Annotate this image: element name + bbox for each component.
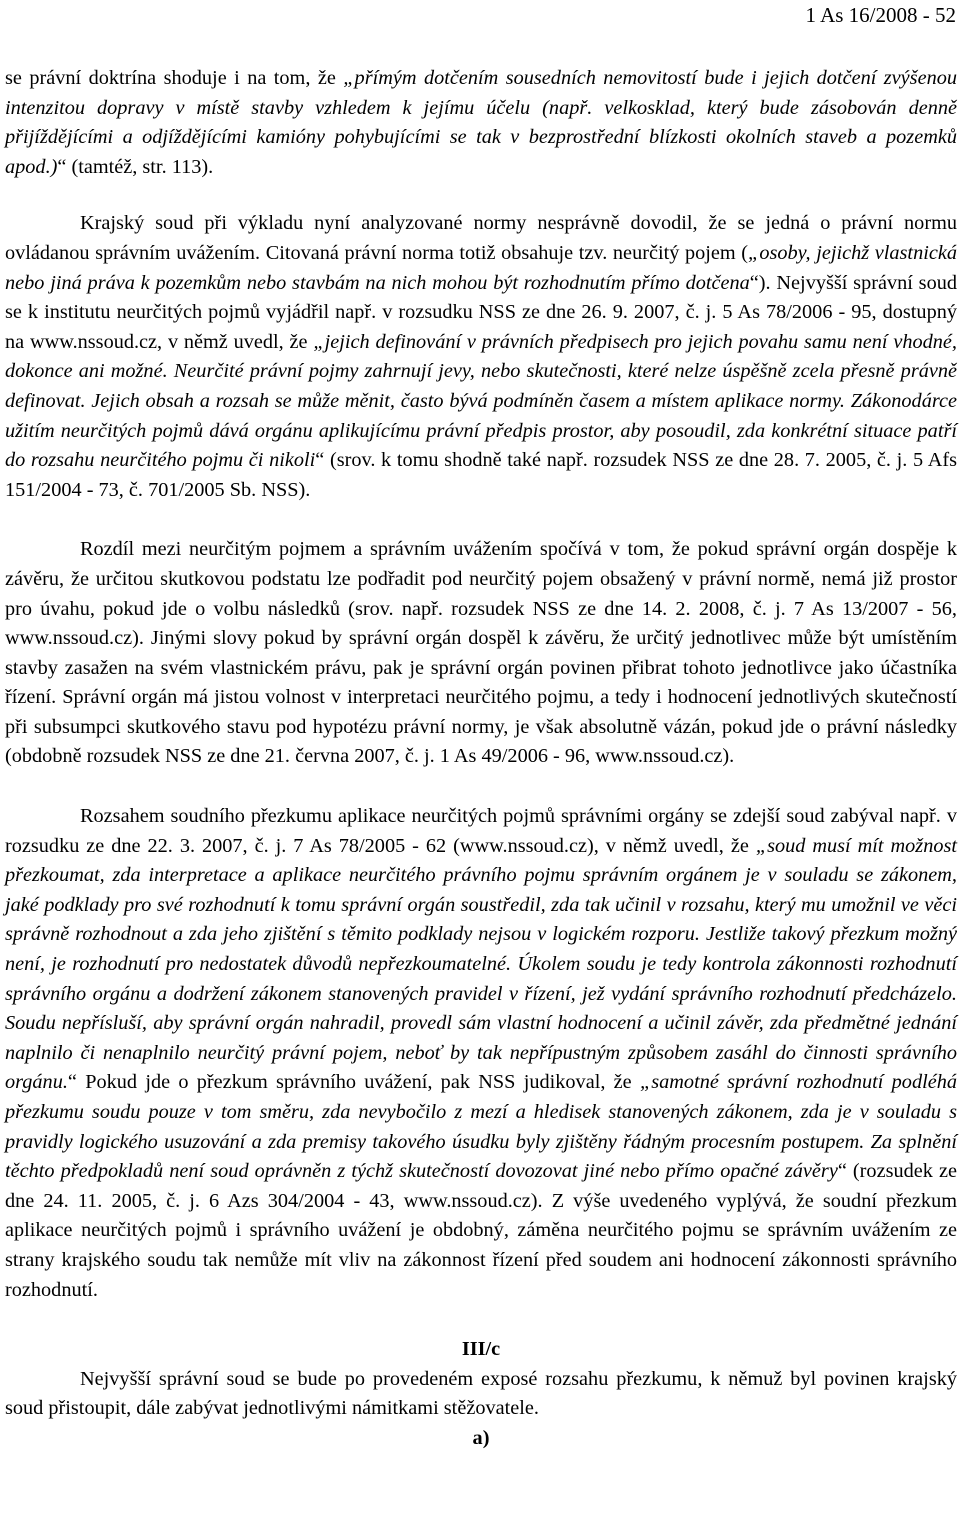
paragraph-2-text-a: Krajský soud při výkladu nyní analyzované normy nesprávně dovodil, že se jedná o právní normu ovládanou správním uvážením. Citovaná právní norma totiž obsahuje tzv. neurčitý pojem ( [5, 212, 957, 264]
paragraph-4-text-b: “ Pokud jde o přezkum správního uvážení, pak NSS judikoval, že [67, 1071, 640, 1094]
paragraph-4-text-c: “ (rozsudek ze dne 24. 11. 2005, č. j. 6 Azs 304/2004 - 43, www.nssoud.cz). Z výše uvedeného vyplývá, že soudní přezkum aplikace neurčitých pojmů i správního uvážení je obdobný, záměna neurčitého pojmu se správním uvážením ze strany krajského soudu tak nemůže mít vliv na zákonnost řízení před soudem ani hodnocení zákonnosti správního rozhodnutí. [5, 1160, 957, 1301]
paragraph-4 [5, 802, 957, 1305]
paragraph-2-quote-b: „jejich definování v právních předpisech pro jejich povahu samu není vhodné, dokonce ani možné. Neurčité právní pojmy zahrnují jevy, nebo skutečnosti, které nelze úspěšně zcela přesně právně definovat. Jejich obsah a rozsah se může měnit, často bývá podmíněn časem a místem aplikace normy. Zákonodárce užitím neurčitých pojmů dává orgánu aplikujícímu právní předpis prostor, aby posoudil, zda konkrétní situace patří do rozsahu neurčitého pojmu či nikoli [5, 330, 957, 472]
page-number: 1 As 16/2008 - 52 [805, 3, 956, 27]
document-body [5, 64, 957, 1454]
paragraph-4-quote-b: „samotné správní rozhodnutí podléhá přezkumu soudu pouze v tom směru, zda nevybočilo z mezí a hledisek stanovených zákonem, zda je v souladu s pravidly logického usuzování a zda premisy takového úsudku byly zjištěny řádným procesním postupem. Za splnění těchto předpokladů není soud oprávněn z týchž skutečností dovozovat jiné nebo přímo opačné závěry [5, 1071, 958, 1183]
paragraph-3-text: Rozdíl mezi neurčitým pojmem a správním uvážením spočívá v tom, že pokud správní orgán dospěje k závěru, že určitou skutkovou podstatu lze podřadit pod neurčitý pojem obsažený v právní normě, nemá již prostor pro úvahu, pokud jde o volbu následků (srov. např. rozsudek NSS ze dne 14. 2. 2008, č. j. 7 As 13/2007 - 56, www.nssoud.cz). Jinými slovy pokud by správní orgán dospěl k závěru, že určitý jednotlivec může být umístěním stavby zasažen na svém vlastnickém právu, pak je správní orgán povinen přibrat tohoto jednotlivce jako účastníka řízení. Správní orgán má jistou volnost v interpretaci neurčitého pojmu, a tedy i hodnocení jednotlivých skutečností při subsumpci skutkového stavu pod hypotézu právní normy, je však absolutně vázán, pokud jde o právní následky (obdobně rozsudek NSS ze dne 21. června 2007, č. j. 1 As 49/2006 - 96, www.nssoud.cz). [5, 538, 957, 768]
section-paragraph [5, 1365, 957, 1424]
paragraph-2 [5, 209, 957, 505]
spacer [5, 772, 957, 802]
paragraph-1-text-a: se právní doktrína shoduje i na tom, že [5, 67, 344, 89]
paragraph-2-text-b: “). Nejvyšší správní soud se k institutu neurčitých pojmů vyjádřil např. v rozsudku NSS ze dne 26. 9. 2007, č. j. 5 As 78/2006 - 95, dostupný na www.nssoud.cz, v němž uvedl, že [5, 271, 957, 353]
spacer [5, 182, 957, 209]
spacer [5, 1305, 957, 1335]
paragraph-1-text-b: “ (tamtéž, str. 113). [57, 155, 214, 178]
spacer [5, 505, 957, 535]
paragraph-2-text-c: “ (srov. k tomu shodně také např. rozsudek NSS ze dne 28. 7. 2005, č. j. 5 Afs 151/2004 - 73, č. 701/2005 Sb. NSS). [5, 449, 957, 501]
paragraph-4-quote-a: „soud musí mít možnost přezkoumat, zda interpretace a aplikace neurčitého právního pojmu správním orgánem je v souladu se zákonem, jaké podklady pro své rozhodnutí k tomu správní orgán soustředil, zda tak učinil v rozsahu, který mu umožnil ve věci správně rozhodnout a zda jeho zjištění s těmito podklady nejsou v logickém rozporu. Jestliže takový přezkum možný není, je rozhodnutí pro nedostatek důvodů nepřezkoumatelné. Úkolem soudu je tedy kontrola zákonnosti rozhodnutí správního orgánu a dodržení zákonem stanovených pravidel v řízení, jež vydání správního rozhodnutí předcházelo. Soudu nepřísluší, aby správní orgán nahradil, provedl sám vlastní hodnocení a učinil závěr, zda předmětné jednání naplnilo či nenaplnilo neurčitý právní pojem, neboť by tak nepřípustným způsobem zasáhl do činnosti správního orgánu. [5, 834, 957, 1094]
paragraph-4-text-a: Rozsahem soudního přezkumu aplikace neurčitých pojmů správními orgány se zdejší soud zabýval např. v rozsudku ze dne 22. 3. 2007, č. j. 7 As 78/2005 - 62 (www.nssoud.cz), v němž uvedl, že [5, 805, 957, 857]
subsection-heading: a) [472, 1426, 490, 1449]
section-paragraph-text: Nejvyšší správní soud se bude po provedeném exposé rozsahu přezkumu, k němuž byl povinen krajský soud přistoupit, dále zabývat jednotlivými námitkami stěžovatele. [5, 1367, 957, 1420]
paragraph-3 [5, 535, 957, 772]
paragraph-1-quote: „přímým dotčením sousedních nemovitostí bude i jejich dotčení zvýšenou intenzitou dopravy v místě stavby vzhledem k jejímu účelu (např. velkosklad, který bude zásobován denně přijíždějícími a odjíždějícími kamióny pohybujícími se tak v bezprostřední blízkosti okolních staveb a pozemků apod.) [5, 67, 957, 178]
paragraph-2-quote-a: „osoby, jejichž vlastnická nebo jiná práva k pozemkům nebo stavbám na nich mohou být rozhodnutím přímo dotčena [5, 241, 957, 294]
section-heading: III/c [461, 1338, 501, 1361]
paragraph-1 [5, 64, 957, 182]
